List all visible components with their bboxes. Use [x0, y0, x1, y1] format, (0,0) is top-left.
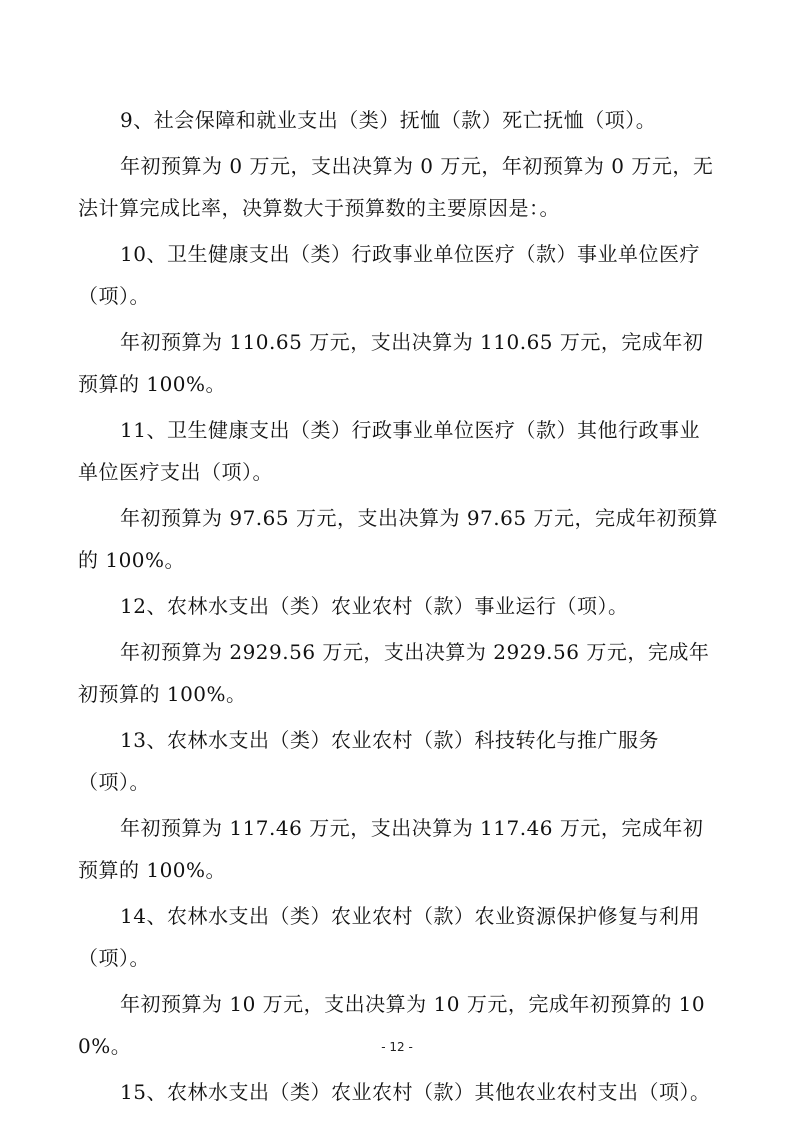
paragraph-item-14-heading: 14、农林水支出（类）农业农村（款）农业资源保护修复与利用（项）。	[78, 904, 700, 970]
paragraph-item-11-heading: 11、卫生健康支出（类）行政事业单位医疗（款）其他行政事业单位医疗支出（项）。	[78, 418, 700, 484]
page-number: - 12 -	[381, 1040, 413, 1054]
paragraph-item-11-detail: 年初预算为 97.65 万元，支出决算为 97.65 万元，完成年初预算的 100%。	[78, 506, 718, 572]
paragraph-item-9-heading: 9、社会保障和就业支出（类）抚恤（款）死亡抚恤（项）。	[120, 108, 657, 132]
paragraph-item-13-heading: 13、农林水支出（类）农业农村（款）科技转化与推广服务（项）。	[78, 728, 659, 794]
paragraph-item-14-detail: 年初预算为 10 万元，支出决算为 10 万元，完成年初预算的 100%。	[78, 992, 706, 1058]
paragraph-item-10-heading: 10、卫生健康支出（类）行政事业单位医疗（款）事业单位医疗（项）。	[78, 242, 700, 308]
paragraph-item-12-detail: 年初预算为 2929.56 万元，支出决算为 2929.56 万元，完成年初预算的 100%。	[78, 640, 710, 706]
document-body	[78, 99, 718, 1117]
paragraph-item-13-detail: 年初预算为 117.46 万元，支出决算为 117.46 万元，完成年初预算的 100%。	[78, 816, 704, 882]
paragraph-item-12-heading: 12、农林水支出（类）农业农村（款）事业运行（项）。	[120, 594, 629, 618]
paragraph-item-15-heading: 15、农林水支出（类）农业农村（款）其他农业农村支出（项）。	[120, 1080, 711, 1104]
paragraph-item-9-detail: 年初预算为 0 万元，支出决算为 0 万元，年初预算为 0 万元，无法计算完成比率，决算数大于预算数的主要原因是：。	[78, 154, 714, 220]
paragraph-item-10-detail: 年初预算为 110.65 万元，支出决算为 110.65 万元，完成年初预算的 100%。	[78, 330, 704, 396]
